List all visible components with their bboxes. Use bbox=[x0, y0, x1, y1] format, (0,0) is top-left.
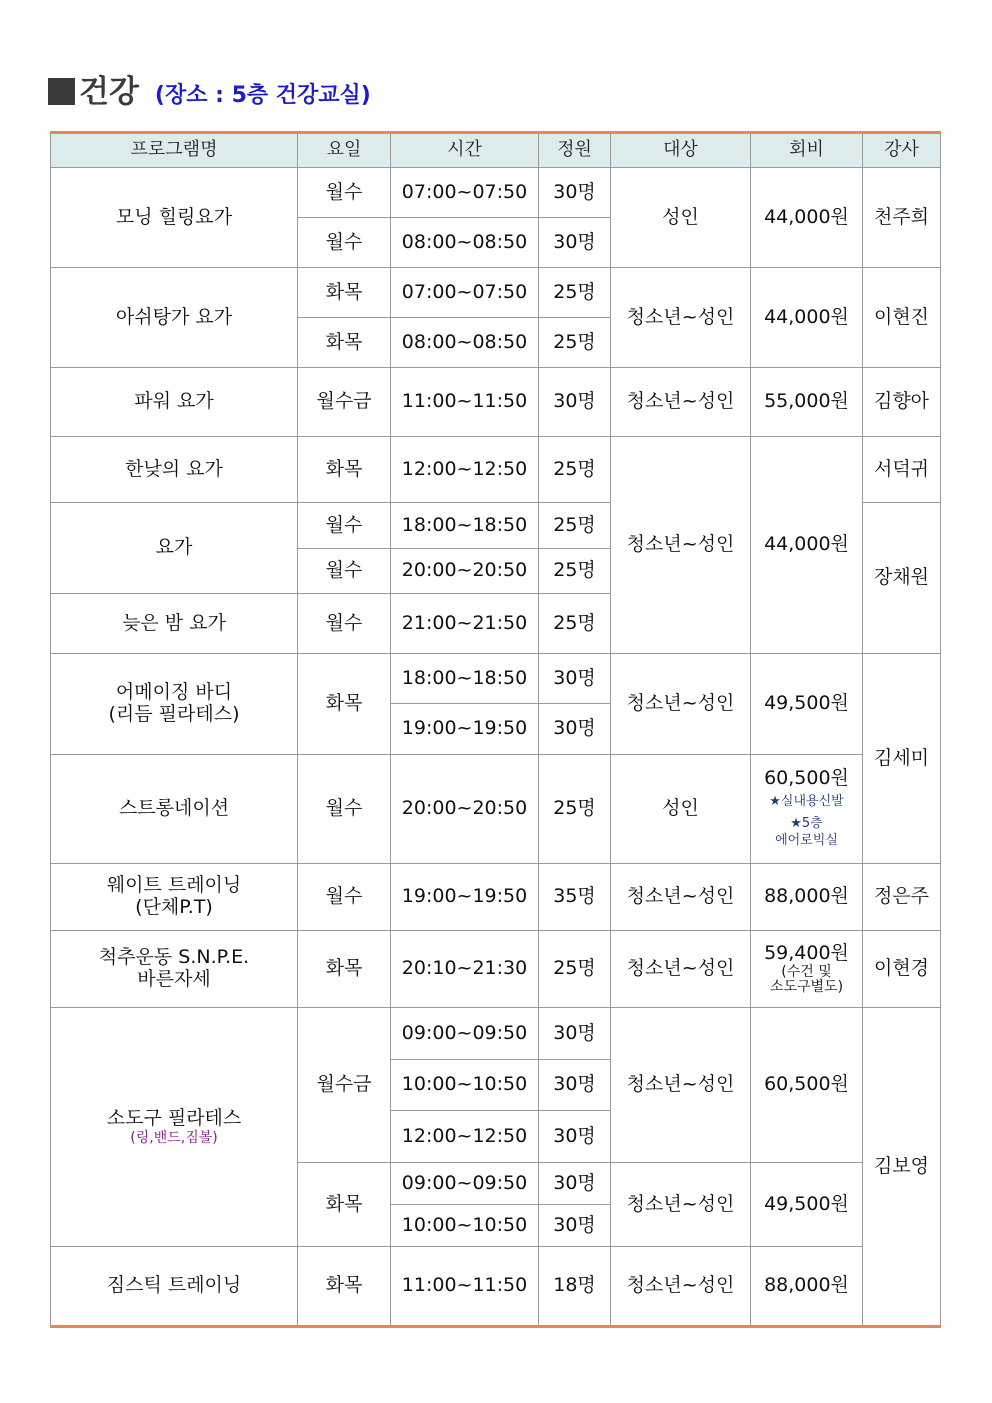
table-row bbox=[51, 931, 941, 1008]
capacity-cell: 30명 bbox=[539, 218, 611, 268]
fee-cell: 88,000원 bbox=[751, 1247, 863, 1327]
target-cell: 청소년~성인 bbox=[611, 1163, 751, 1247]
day-cell: 월수 bbox=[298, 168, 391, 218]
time-cell: 08:00~08:50 bbox=[391, 218, 539, 268]
capacity-cell: 25명 bbox=[539, 931, 611, 1008]
table-row bbox=[51, 654, 941, 704]
header-capacity: 정원 bbox=[539, 133, 611, 168]
fee-cell: 60,500원 bbox=[751, 1008, 863, 1163]
target-cell: 청소년~성인 bbox=[611, 368, 751, 437]
day-cell: 월수 bbox=[298, 755, 391, 864]
time-cell: 11:00~11:50 bbox=[391, 368, 539, 437]
fee-cell bbox=[751, 755, 863, 864]
time-cell: 21:00~21:50 bbox=[391, 594, 539, 654]
program-name bbox=[51, 654, 298, 755]
table-row bbox=[51, 268, 941, 318]
fee-cell bbox=[751, 931, 863, 1008]
fee-value: 59,400원 bbox=[764, 941, 849, 964]
time-cell: 20:00~20:50 bbox=[391, 755, 539, 864]
table-row bbox=[51, 437, 941, 503]
capacity-cell: 30명 bbox=[539, 1205, 611, 1247]
room-note: 에어로빅실 bbox=[775, 833, 838, 849]
program-name-line2: (리듬 필라테스) bbox=[108, 703, 240, 725]
program-name: 늦은 밤 요가 bbox=[51, 594, 298, 654]
program-name-line2: (단체P.T) bbox=[135, 896, 213, 918]
program-name: 아쉬탕가 요가 bbox=[51, 268, 298, 368]
fee-cell: 44,000원 bbox=[751, 268, 863, 368]
time-cell: 20:10~21:30 bbox=[391, 931, 539, 1008]
target-cell: 청소년~성인 bbox=[611, 654, 751, 755]
program-name: 파워 요가 bbox=[51, 368, 298, 437]
day-cell: 화목 bbox=[298, 1247, 391, 1327]
fee-cell: 49,500원 bbox=[751, 1163, 863, 1247]
instructor-cell: 김세미 bbox=[863, 654, 941, 864]
header-instructor: 강사 bbox=[863, 133, 941, 168]
instructor-cell: 김보영 bbox=[863, 1008, 941, 1327]
target-cell: 청소년~성인 bbox=[611, 864, 751, 931]
capacity-cell: 35명 bbox=[539, 864, 611, 931]
instructor-cell: 장채원 bbox=[863, 503, 941, 654]
header-day: 요일 bbox=[298, 133, 391, 168]
header-fee: 회비 bbox=[751, 133, 863, 168]
table-row bbox=[51, 1008, 941, 1060]
time-cell: 09:00~09:50 bbox=[391, 1008, 539, 1060]
capacity-cell: 30명 bbox=[539, 168, 611, 218]
program-name: 요가 bbox=[51, 503, 298, 594]
day-cell: 화목 bbox=[298, 1163, 391, 1247]
day-cell: 월수 bbox=[298, 549, 391, 594]
instructor-cell: 이현경 bbox=[863, 931, 941, 1008]
time-cell: 10:00~10:50 bbox=[391, 1060, 539, 1111]
capacity-cell: 30명 bbox=[539, 1111, 611, 1163]
shoes-note: ★실내용신발 bbox=[769, 793, 844, 809]
program-name: 한낮의 요가 bbox=[51, 437, 298, 503]
page-title bbox=[48, 66, 371, 111]
capacity-cell: 30명 bbox=[539, 1060, 611, 1111]
program-name bbox=[51, 1008, 298, 1247]
table-row bbox=[51, 1247, 941, 1327]
time-cell: 18:00~18:50 bbox=[391, 503, 539, 549]
day-cell: 월수 bbox=[298, 594, 391, 654]
square-bullet-icon bbox=[48, 78, 75, 105]
day-cell: 화목 bbox=[298, 318, 391, 368]
capacity-cell: 25명 bbox=[539, 268, 611, 318]
program-name: 짐스틱 트레이닝 bbox=[51, 1247, 298, 1327]
day-cell: 월수금 bbox=[298, 1008, 391, 1163]
fee-cell: 44,000원 bbox=[751, 168, 863, 268]
program-name bbox=[51, 864, 298, 931]
capacity-cell: 30명 bbox=[539, 1008, 611, 1060]
target-cell: 성인 bbox=[611, 168, 751, 268]
capacity-cell: 30명 bbox=[539, 704, 611, 755]
fee-value: 60,500원 bbox=[764, 766, 849, 789]
time-cell: 08:00~08:50 bbox=[391, 318, 539, 368]
location-label: (장소 : 5층 건강교실) bbox=[154, 83, 371, 108]
table-row bbox=[51, 168, 941, 218]
instructor-cell: 서덕귀 bbox=[863, 437, 941, 503]
target-cell: 청소년~성인 bbox=[611, 931, 751, 1008]
instructor-cell: 이현진 bbox=[863, 268, 941, 368]
capacity-cell: 25명 bbox=[539, 755, 611, 864]
target-cell: 청소년~성인 bbox=[611, 1247, 751, 1327]
header-target: 대상 bbox=[611, 133, 751, 168]
day-cell: 월수 bbox=[298, 503, 391, 549]
time-cell: 12:00~12:50 bbox=[391, 1111, 539, 1163]
time-cell: 12:00~12:50 bbox=[391, 437, 539, 503]
day-cell: 화목 bbox=[298, 931, 391, 1008]
capacity-cell: 18명 bbox=[539, 1247, 611, 1327]
day-cell: 월수 bbox=[298, 864, 391, 931]
table-row bbox=[51, 368, 941, 437]
day-cell: 화목 bbox=[298, 268, 391, 318]
header-time: 시간 bbox=[391, 133, 539, 168]
time-cell: 20:00~20:50 bbox=[391, 549, 539, 594]
program-name bbox=[51, 931, 298, 1008]
section-title: 건강 bbox=[79, 74, 139, 110]
schedule-table bbox=[50, 131, 941, 1328]
capacity-cell: 25명 bbox=[539, 318, 611, 368]
table-row bbox=[51, 864, 941, 931]
capacity-cell: 25명 bbox=[539, 594, 611, 654]
time-cell: 19:00~19:50 bbox=[391, 704, 539, 755]
fee-cell: 55,000원 bbox=[751, 368, 863, 437]
program-sub-label: (링,밴드,짐볼) bbox=[130, 1129, 218, 1146]
program-name-line1: 어메이징 바디 bbox=[115, 681, 233, 704]
fee-cell: 44,000원 bbox=[751, 437, 863, 654]
instructor-cell: 천주희 bbox=[863, 168, 941, 268]
fee-cell: 88,000원 bbox=[751, 864, 863, 931]
time-cell: 07:00~07:50 bbox=[391, 268, 539, 318]
day-cell: 화목 bbox=[298, 654, 391, 755]
time-cell: 18:00~18:50 bbox=[391, 654, 539, 704]
target-cell: 청소년~성인 bbox=[611, 437, 751, 654]
fee-note-line1: (수건 및 bbox=[781, 963, 832, 980]
program-name: 스트롱네이션 bbox=[51, 755, 298, 864]
instructor-cell: 김향아 bbox=[863, 368, 941, 437]
fee-cell: 49,500원 bbox=[751, 654, 863, 755]
capacity-cell: 25명 bbox=[539, 503, 611, 549]
time-cell: 19:00~19:50 bbox=[391, 864, 539, 931]
program-name-line1: 웨이트 트레이닝 bbox=[106, 874, 242, 897]
program-name: 모닝 힐링요가 bbox=[51, 168, 298, 268]
time-cell: 07:00~07:50 bbox=[391, 168, 539, 218]
capacity-cell: 30명 bbox=[539, 368, 611, 437]
program-name-line1: 소도구 필라테스 bbox=[106, 1107, 242, 1130]
target-cell: 성인 bbox=[611, 755, 751, 864]
fee-note-line2: 소도구별도) bbox=[769, 978, 844, 995]
time-cell: 09:00~09:50 bbox=[391, 1163, 539, 1205]
capacity-cell: 25명 bbox=[539, 437, 611, 503]
time-cell: 10:00~10:50 bbox=[391, 1205, 539, 1247]
day-cell: 화목 bbox=[298, 437, 391, 503]
target-cell: 청소년~성인 bbox=[611, 1008, 751, 1163]
floor-note: ★5층 bbox=[790, 816, 823, 832]
program-name-line1: 척추운동 S.N.P.E. bbox=[98, 946, 250, 969]
program-name-line2: 바른자세 bbox=[137, 968, 211, 990]
day-cell: 월수금 bbox=[298, 368, 391, 437]
target-cell: 청소년~성인 bbox=[611, 268, 751, 368]
capacity-cell: 25명 bbox=[539, 549, 611, 594]
table-row bbox=[51, 755, 941, 864]
time-cell: 11:00~11:50 bbox=[391, 1247, 539, 1327]
table-header-row bbox=[51, 133, 941, 168]
day-cell: 월수 bbox=[298, 218, 391, 268]
instructor-cell: 정은주 bbox=[863, 864, 941, 931]
capacity-cell: 30명 bbox=[539, 1163, 611, 1205]
header-program: 프로그램명 bbox=[51, 133, 298, 168]
capacity-cell: 30명 bbox=[539, 654, 611, 704]
